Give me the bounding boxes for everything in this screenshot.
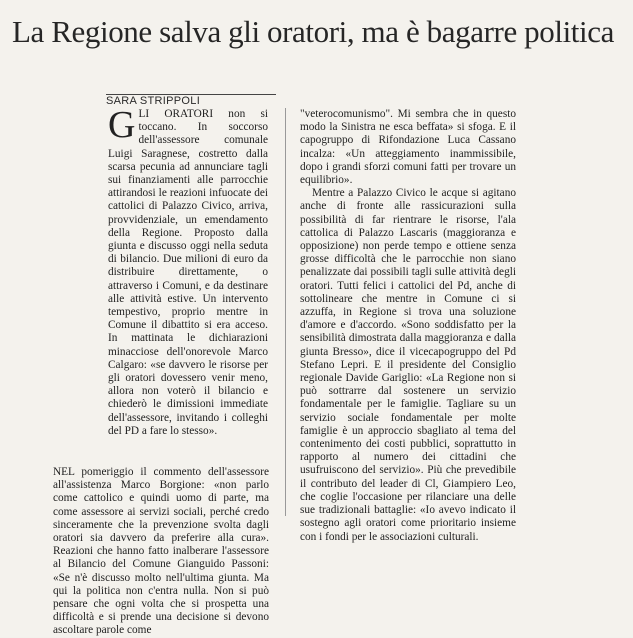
article-column-right: [300, 108, 516, 543]
dropcap: G: [108, 104, 136, 146]
article-paragraph-1-text: LI ORATORI non si toccano. In soccorso dell'assessore comunale Luigi Saragnese, costretto dalla scarsa pecunia ad annunciare tagli sui finanziamenti alle parrocchie attirandosi le reazioni infuocate dei cattolici di Palazzo Civico, arriva, provvidenziale, un emendamento della Regione. Proposto dalla giunta e discusso oggi nella seduta di bilancio. Due milioni di euro da distribuire direttamente, o attraverso i Comuni, e da destinare alle attività estive. Un intervento tempestivo, proprio mentre in Comune il dibattito si era acceso. In mattinata le dichiarazioni minacciose dell'onorevole Marco Calgaro: «se davvero le risorse per gli oratori dovessero venir meno, allora non voterò il bilancio e chiederò le dimissioni immediate dell'assessore, invitando i colleghi del PD a fare lo stesso».: [108, 108, 268, 437]
article-column-bottom: [53, 466, 269, 637]
article-paragraph-2: NEL pomeriggio il commento dell'assessore all'assistenza Marco Borgione: «non parlo come cattolico e quindi uomo di parte, ma come assessore ai servizi sociali, perché credo sinceramente che la prevenzione svolta dagli oratori sia davvero da preferire alla cura». Reazioni che hanno fatto inalberare l'assessore al Bilancio del Comune Gianguido Passoni: «Se n'è discusso molto nell'ultima giunta. Ma qui la politica non c'entra nulla. Non si può pensare che ogni volta che si prospetta una difficoltà e si prende una decisione si devono ascoltare parole come: [53, 466, 269, 637]
column-divider: [285, 108, 286, 516]
article-paragraph-1: [108, 104, 268, 438]
article-paragraph-3: "veterocomunismo". Mi sembra che in questo modo la Sinistra ne esca beffata» si sfoga. E il capogruppo di Rifondazione Luca Cassano incalza: «Un atteggiamento inammissibile, dopo i grandi sforzi comuni fatti per trovare un equilibrio».: [300, 108, 516, 187]
article-paragraph-4: Mentre a Palazzo Civico le acque si agitano anche di fronte alle rassicurazioni sulla possibilità di far rientrare le risorse, l'ala cattolica di Palazzo Lascaris (maggioranza e opposizione) non perde tempo e ottiene senza grosse difficoltà che le parrocchie non siano penalizzate dai possibili tagli sulle attività degli oratori. Tutti felici i cattolici del Pd, anche di sottolineare che mentre in Comune ci si azzuffa, in Regione si trova una soluzione d'amore e d'accordo. «Sono soddisfatto per la sensibilità dimostrata dalla maggioranza e dalla giunta Bresso», dice il vicecapogruppo del Pd Stefano Lepri. E il presidente del Consiglio regionale Davide Gariglio: «La Regione non si può sottrarre dal sostenere un servizio fondamentale per le famiglie. Tagliare su un servizio sociale fondamentale per molte famiglie è un approccio sbagliato al tema del contenimento dei costi pubblici, soprattutto in rapporto al numero dei cittadini che usufruiscono del servizio». Più che prevedibile il contributo del leader di Cl, Giampiero Leo, che coglie l'occasione per rilanciare una delle sue tradizionali battaglie: «Io avevo indicato il sostegno agli oratori come prioritario insieme con i fondi per le associazioni culturali.: [300, 187, 516, 543]
byline: SARA STRIPPOLI: [106, 95, 201, 107]
headline: La Regione salva gli oratori, ma è bagarre politica: [12, 14, 614, 49]
article-column-left: [108, 104, 268, 465]
